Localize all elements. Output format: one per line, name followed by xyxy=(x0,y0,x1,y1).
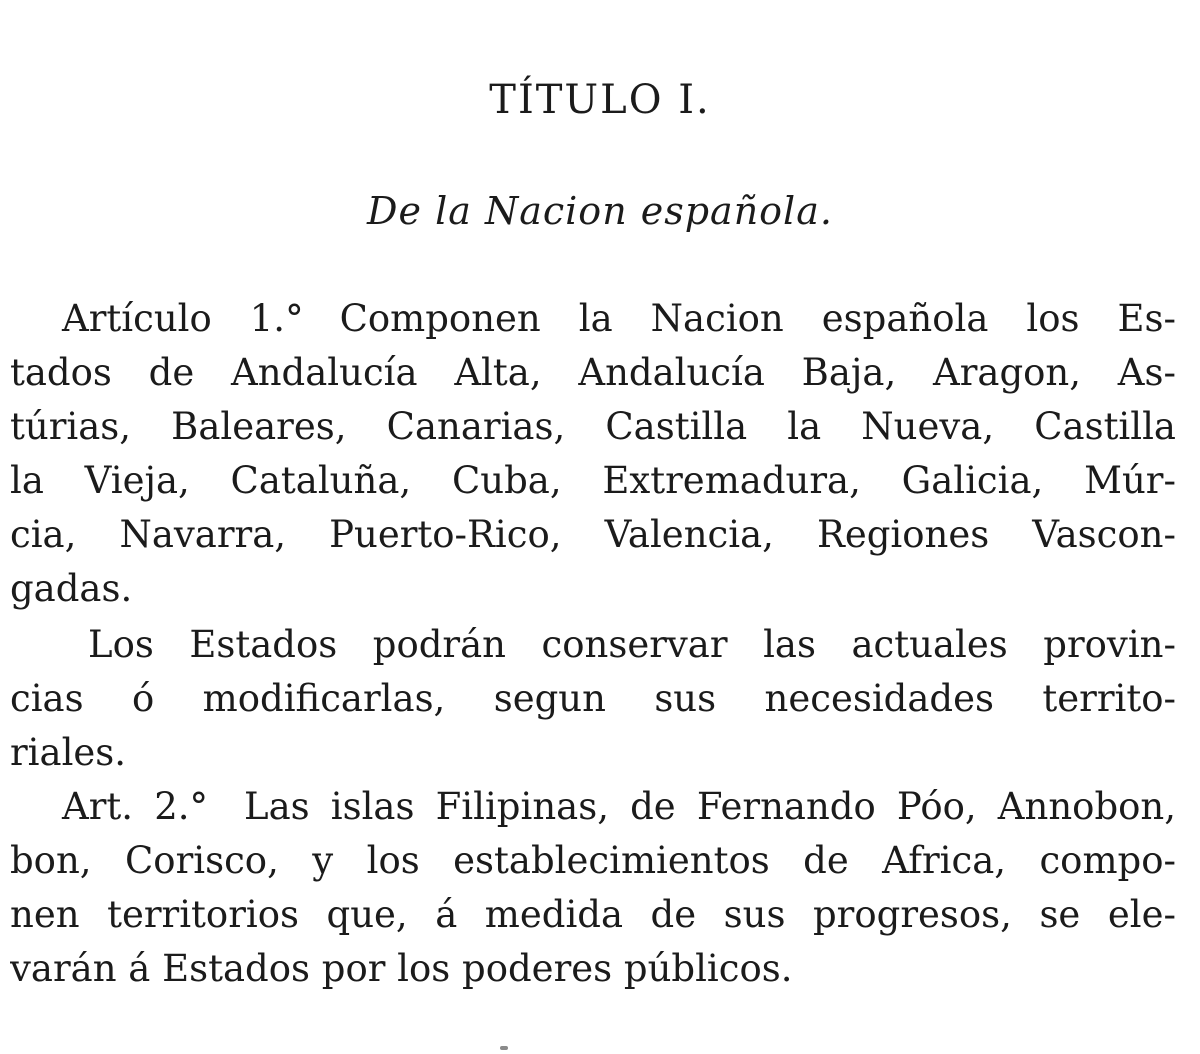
article-2-line-3: nen territorios que, á medida de sus progresos, se ele- xyxy=(10,893,1176,936)
article-2-line-1 xyxy=(10,780,1176,834)
subtitle-heading: De la Nacion española. xyxy=(367,189,833,233)
print-speck xyxy=(500,1046,508,1050)
article-1-line-1 xyxy=(10,292,1176,346)
paragraph-2-line-3: riales. xyxy=(10,731,127,774)
article-2-line-4: varán á Estados por los poderes públicos. xyxy=(10,947,793,990)
article-1-line-6: gadas. xyxy=(10,567,133,610)
article-2-text-1: Las islas Filipinas, de Fernando Póo, Annobon, xyxy=(244,785,1176,828)
article-1-line-3: túrias, Baleares, Canarias, Castilla la Nueva, Castilla xyxy=(10,405,1176,448)
article-2-line-2: bon, Corisco, y los establecimientos de Africa, compo- xyxy=(10,839,1176,882)
paragraph-2-line-1: Los Estados podrán conservar las actuales provin- xyxy=(88,623,1176,666)
paragraph-2-line-2: cias ó modificarlas, segun sus necesidades territo- xyxy=(10,677,1176,720)
article-2-label: Art. 2.° xyxy=(62,785,208,828)
article-1-line-5: cia, Navarra, Puerto-Rico, Valencia, Regiones Vascon- xyxy=(10,513,1176,556)
article-1-label: Artículo 1.° xyxy=(62,297,304,340)
article-1-line-2: tados de Andalucía Alta, Andalucía Baja, Aragon, As- xyxy=(10,351,1176,394)
article-1-text-1: Componen la Nacion española los Es- xyxy=(339,297,1176,340)
title-heading: TÍTULO I. xyxy=(489,77,711,123)
article-1-line-4: la Vieja, Cataluña, Cuba, Extremadura, Galicia, Múr- xyxy=(10,459,1176,502)
